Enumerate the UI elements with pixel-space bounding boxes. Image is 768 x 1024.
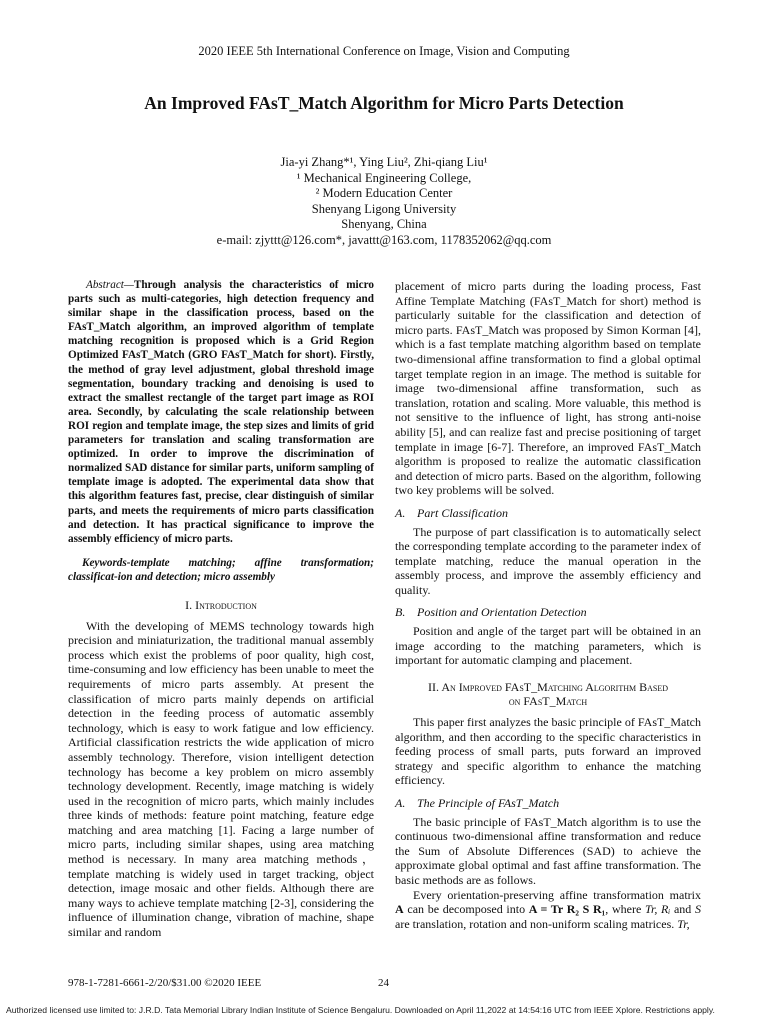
keywords: Keywords-template matching; affine transformation; classificat-ion and detection; micro assembly bbox=[68, 556, 374, 583]
affiliation-1: ¹ Mechanical Engineering College, bbox=[296, 170, 472, 185]
right-column bbox=[395, 279, 701, 931]
university: Shenyang Ligong University bbox=[311, 201, 457, 216]
text-run: and bbox=[670, 902, 695, 917]
subsection-title: Part Classification bbox=[417, 505, 509, 520]
subsection-label: B. bbox=[395, 605, 406, 620]
abstract-lead: Abstract— bbox=[86, 279, 134, 291]
principle-paragraph: The basic principle of FAsT_Match algorithm is to use the continuous two-dimensional affine transformation and reduce the Sum of Absolute Differences (SAD) to achieve the approximate global optimal and fast affine transformation. The basic methods are as follows. bbox=[395, 814, 701, 887]
improved-algorithm-paragraph: This paper first analyzes the basic principle of FAsT_Match algorithm, and then according to the specific characteristics in feeding process of small parts, puts forward an improved strategy and specific algorithm to enhance the matching efficiency. bbox=[395, 715, 701, 788]
variable-symbol: S bbox=[694, 902, 701, 917]
conference-name: 2020 IEEE 5th International Conference on Image, Vision and Computing bbox=[198, 44, 570, 58]
section-heading-introduction: I. Introduction bbox=[185, 597, 257, 612]
license-notice: Authorized licensed use limited to: J.R.D. Tata Memorial Library Indian Institute of Science Bengaluru. Downloaded on April 11,2022 at 14:54:16 UTC from IEEE Xplore. Restrictions apply. bbox=[6, 1005, 715, 1015]
affiliation-2: ² Modern Education Center bbox=[315, 186, 453, 200]
section-heading-improved-algorithm bbox=[395, 680, 701, 709]
abstract-text: Through analysis the characteristics of micro parts such as multi-categories, high detection frequency and similar shape in the classification process, based on the FAsT_Match algorithm, an improved algorithm of template matching recognition is proposed which is a Grid Region Optimized FAsT_Match (GRO FAsT_Match for short). Firstly, the method of gray level adjustment, global threshold image segmentation, boundary tracking and denoising is used to extract the smallest rectangle of the target part image as ROI area. Secondly, by calculating the scale relationship between ROI region and template image, the step sizes and limits of grid parameters for translation and scaling transformation are optimized. In order to improve the discrimination of normalized SAD distance for similar parts, uniform sampling of template image is adopted. The experimental data show that this algorithm features fast, precise, clear distinguish of similar parts, and meets the requirements of micro parts classification and detection. It has practical significance to improve the assembly efficiency of micro parts. bbox=[68, 279, 374, 545]
subsection-title: The Principle of FAsT_Match bbox=[417, 796, 560, 810]
text-run: can be decomposed into bbox=[403, 902, 529, 917]
page-number: 24 bbox=[378, 977, 389, 989]
subsection-label: A. bbox=[395, 505, 406, 520]
text-run: are translation, rotation and non-uniform scaling matrices. bbox=[395, 916, 678, 931]
author-names: Jia-yi Zhang*¹, Ying Liu², Zhi-qiang Liu¹ bbox=[280, 155, 488, 169]
subsection-title: Position and Orientation Detection bbox=[417, 605, 587, 620]
city: Shenyang, China bbox=[341, 217, 427, 231]
author-emails: e-mail: zjyttt@126.com*, javattt@163.com, 1178352062@qq.com bbox=[216, 232, 552, 247]
decomposition-paragraph bbox=[395, 888, 701, 932]
subsection-heading-part-classification bbox=[395, 506, 701, 521]
isbn-copyright: 978-1-7281-6661-2/20/$31.00 ©2020 IEEE bbox=[68, 977, 262, 989]
decomposition-formula: A = Tr R₂ S R₁ bbox=[528, 902, 606, 917]
abstract bbox=[68, 278, 374, 546]
section-heading-line-2: on FAsT_Match bbox=[508, 694, 588, 709]
matrix-symbol: A bbox=[395, 902, 404, 917]
text-run: , where bbox=[605, 902, 645, 917]
author-block bbox=[0, 155, 768, 248]
introduction-paragraph: With the developing of MEMS technology towards high precision and miniaturization, the traditional manual assembly process which exist the problems of poor quality, high cost, time-consuming and low efficiency has been unable to meet the requirements of micro parts assembly. At present the classification of micro parts mainly depends on artificial detection in the feeding process of automatic assembly technology, which is easy to work fatigue and low efficiency. Artificial classification restricts the wide application of micro assembly technology. Therefore, vision intelligent detection technology has become a key problem on micro assembly technology development. Recently, image matching is widely used in the recognition of micro parts, which mainly includes three kinds of methods: feature point matching, feature edge matching and area matching [1]. Facing a large number of micro parts, including similar shapes, using area matching method is necessary. In many area matching methods，template matching is widely used in target tracking, object detection, image mosaic and other fields. Although there are many ways to achieve template matching [2-3], considering the influence of illumination change, vibration of machine, shape similar and random bbox=[68, 618, 375, 940]
left-column bbox=[68, 278, 374, 940]
text-run: Every orientation-preserving affine transformation matrix bbox=[413, 887, 701, 902]
subsection-label: A. bbox=[395, 796, 406, 810]
introduction-continued: placement of micro parts during the loading process, Fast Affine Template Matching (FAsT_Match for short) method is particularly suitable for the classification and detection of micro parts. FAsT_Match was proposed by Simon Korman [4], which is a fast template matching algorithm based on template two-dimensional affine transformation to find a global optimal target template region in an image. The method is suitable for image two-dimensional affine transformation, such as translation, rotation and scaling. More valuable, this method is not sensitive to the influence of light, has strong anti-noise ability [5], and can realize fast and precise positioning of target template in image [6-7]. Therefore, an improved FAsT_Match algorithm is proposed to realize the automatic classification and detection of micro parts. Based on the algorithm, following two key problems will be solved. bbox=[395, 279, 701, 498]
position-detection-paragraph: Position and angle of the target part will be obtained in an image according to the matching parameters, which is important for automatic clamping and placement. bbox=[395, 624, 701, 668]
subsection-heading-principle bbox=[395, 796, 701, 811]
variable-symbol: Tr, bbox=[677, 916, 690, 931]
subsection-heading-position-detection bbox=[395, 605, 701, 620]
part-classification-paragraph: The purpose of part classification is to automatically select the corresponding template according to the parameter index of template matching, reduce the manual operation in the assembly process, and improve the assembly efficiency and quality. bbox=[395, 524, 701, 597]
variable-symbols: Tr, Rᵢ bbox=[644, 902, 671, 917]
section-heading-line-1: II. An Improved FAsT_Matching Algorithm Based bbox=[427, 679, 668, 694]
paper-title: An Improved FAsT_Match Algorithm for Micro Parts Detection bbox=[144, 93, 624, 113]
